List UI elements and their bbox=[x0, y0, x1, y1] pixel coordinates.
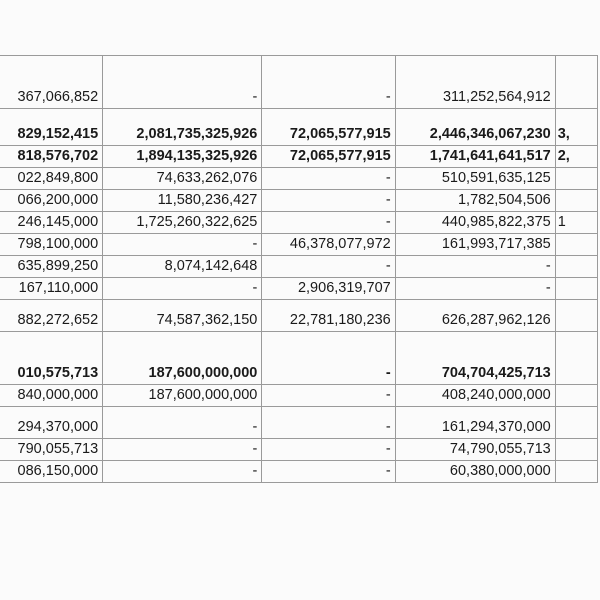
table-cell: 72,065,577,915 bbox=[262, 146, 395, 168]
table-row bbox=[0, 146, 598, 168]
table-cell: 704,704,425,713 bbox=[395, 332, 555, 385]
table-cell: 3, bbox=[555, 109, 597, 146]
table-cell bbox=[555, 332, 597, 385]
table-cell: 1,741,641,641,517 bbox=[395, 146, 555, 168]
table-row bbox=[0, 407, 598, 439]
table-cell: - bbox=[103, 439, 262, 461]
table-cell: 840,000,000 bbox=[0, 385, 103, 407]
table-row bbox=[0, 56, 598, 109]
table-cell: 167,110,000 bbox=[0, 278, 103, 300]
table-cell: 311,252,564,912 bbox=[395, 56, 555, 109]
table-cell: - bbox=[262, 439, 395, 461]
table-row bbox=[0, 385, 598, 407]
table-cell: 829,152,415 bbox=[0, 109, 103, 146]
table-cell: 8,074,142,648 bbox=[103, 256, 262, 278]
table-cell bbox=[555, 439, 597, 461]
table-cell: 11,580,236,427 bbox=[103, 190, 262, 212]
table-cell: - bbox=[262, 407, 395, 439]
table-cell: - bbox=[103, 56, 262, 109]
table-cell: - bbox=[395, 256, 555, 278]
table-cell: - bbox=[103, 278, 262, 300]
table-cell: - bbox=[262, 168, 395, 190]
table-cell: 2,446,346,067,230 bbox=[395, 109, 555, 146]
table-cell bbox=[555, 56, 597, 109]
table-cell: - bbox=[262, 56, 395, 109]
table-cell: 294,370,000 bbox=[0, 407, 103, 439]
table-row bbox=[0, 234, 598, 256]
table-cell bbox=[555, 300, 597, 332]
table-cell: 635,899,250 bbox=[0, 256, 103, 278]
table-cell: 790,055,713 bbox=[0, 439, 103, 461]
table-cell: 818,576,702 bbox=[0, 146, 103, 168]
table-cell: - bbox=[103, 234, 262, 256]
table-cell: 010,575,713 bbox=[0, 332, 103, 385]
table-cell bbox=[555, 234, 597, 256]
table-cell: 60,380,000,000 bbox=[395, 461, 555, 483]
table-cell: 408,240,000,000 bbox=[395, 385, 555, 407]
table-body bbox=[0, 56, 598, 483]
table-row bbox=[0, 168, 598, 190]
table-cell: 882,272,652 bbox=[0, 300, 103, 332]
table-cell: 161,294,370,000 bbox=[395, 407, 555, 439]
table-row bbox=[0, 212, 598, 234]
table-cell: - bbox=[395, 278, 555, 300]
table-cell: 367,066,852 bbox=[0, 56, 103, 109]
table-cell bbox=[555, 461, 597, 483]
table-cell: 1,894,135,325,926 bbox=[103, 146, 262, 168]
table-cell: 74,790,055,713 bbox=[395, 439, 555, 461]
table-cell: 2,081,735,325,926 bbox=[103, 109, 262, 146]
table-cell: 46,378,077,972 bbox=[262, 234, 395, 256]
table-cell: - bbox=[262, 461, 395, 483]
table-row bbox=[0, 439, 598, 461]
table-cell: - bbox=[103, 461, 262, 483]
table-cell: 74,587,362,150 bbox=[103, 300, 262, 332]
table-cell: 510,591,635,125 bbox=[395, 168, 555, 190]
table-cell: 187,600,000,000 bbox=[103, 332, 262, 385]
table-cell: 187,600,000,000 bbox=[103, 385, 262, 407]
table-row bbox=[0, 300, 598, 332]
table-cell: 1 bbox=[555, 212, 597, 234]
table-cell: - bbox=[262, 190, 395, 212]
table-cell: 161,993,717,385 bbox=[395, 234, 555, 256]
table-cell: 1,782,504,506 bbox=[395, 190, 555, 212]
table-cell: - bbox=[103, 407, 262, 439]
table-cell: 440,985,822,375 bbox=[395, 212, 555, 234]
table-cell: 2, bbox=[555, 146, 597, 168]
table-row bbox=[0, 461, 598, 483]
table-cell: 798,100,000 bbox=[0, 234, 103, 256]
table-cell bbox=[555, 278, 597, 300]
table-cell: 22,781,180,236 bbox=[262, 300, 395, 332]
table-cell bbox=[555, 168, 597, 190]
table-cell: 022,849,800 bbox=[0, 168, 103, 190]
table-row bbox=[0, 332, 598, 385]
table-cell: - bbox=[262, 385, 395, 407]
table-cell: 2,906,319,707 bbox=[262, 278, 395, 300]
table-cell: 086,150,000 bbox=[0, 461, 103, 483]
table-row bbox=[0, 190, 598, 212]
table-cell bbox=[555, 407, 597, 439]
table-cell bbox=[555, 385, 597, 407]
table-cell: - bbox=[262, 212, 395, 234]
table-cell: 1,725,260,322,625 bbox=[103, 212, 262, 234]
table-cell: 72,065,577,915 bbox=[262, 109, 395, 146]
table-row bbox=[0, 109, 598, 146]
table-cell: 626,287,962,126 bbox=[395, 300, 555, 332]
table-cell bbox=[555, 256, 597, 278]
table-cell bbox=[555, 190, 597, 212]
table-cell: - bbox=[262, 332, 395, 385]
table-cell: 066,200,000 bbox=[0, 190, 103, 212]
table-cell: - bbox=[262, 256, 395, 278]
table-cell: 74,633,262,076 bbox=[103, 168, 262, 190]
table-row bbox=[0, 278, 598, 300]
table-row bbox=[0, 256, 598, 278]
financial-table bbox=[0, 55, 598, 483]
table-cell: 246,145,000 bbox=[0, 212, 103, 234]
